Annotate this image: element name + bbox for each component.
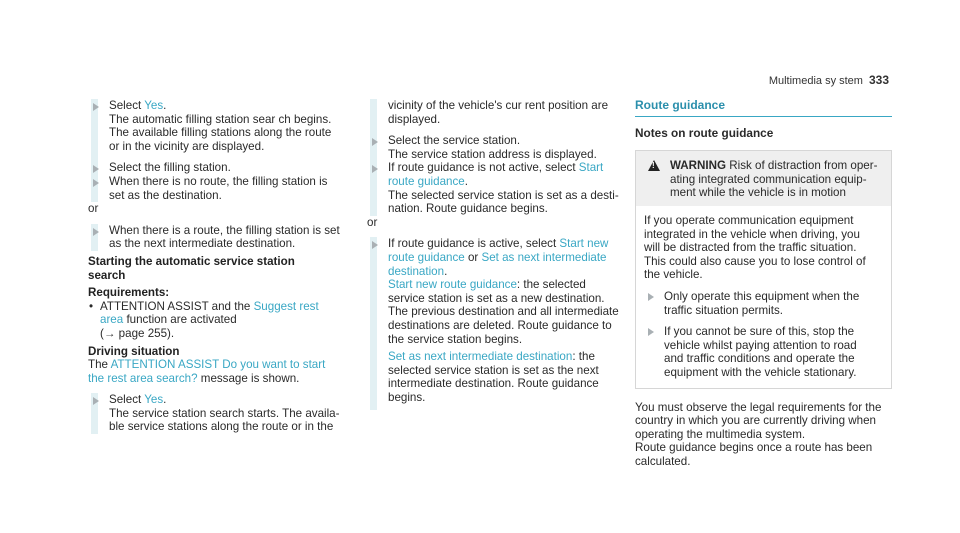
step-select-yes: Select Yes. The automatic filling station sear ch begins. The available filling stations along the route or in the vicinity are displayed. Select the filling station. When there is no route, the filling station is set as the destination.: [88, 99, 358, 202]
warning-header: ! WARNING Risk of distraction from oper- ating integrated communication equip- ment while the vehicle is in motion: [636, 151, 891, 206]
warning-body: If you operate communication equipment integrated in the vehicle when driving, you will be distracted from the traffic situation. This could also cause you to lose control of the vehicle. Only operate this equipment when the traffic situation permits. If you cannot be sure of this, stop the vehicle whilst paying attention to road and traffic conditions and operate the equipment with the vehicle stationary.: [644, 213, 866, 379]
step-arrow-icon: [648, 293, 654, 301]
section-title: Route guidance: [635, 99, 892, 117]
page-header: [769, 74, 889, 89]
step-route-active: If route guidance is active, select Start new route guidance or Set as next intermediate destination. Start new route guidance: the selected service station is set as a new destination. The previous destination and all intermediate destinations are deleted. Route guidance to the service station begins. Set as next intermediate destination: the selected service station is set as the next intermediate destination. Route guidance begins.: [367, 237, 619, 410]
column-3: [635, 99, 892, 468]
page-reference: (→ page 255).: [100, 326, 175, 340]
notes-heading: Notes on route guidance: [635, 125, 774, 140]
step-arrow-icon: [372, 138, 378, 146]
step-route-set: When there is a route, the filling station is set as the next intermediate destination.: [88, 224, 358, 251]
step-arrow-icon: [372, 241, 378, 249]
driving-situation-label: Driving situation: [88, 344, 180, 358]
menu-yes-link[interactable]: Yes: [144, 99, 164, 112]
step-continued: vicinity of the vehicle's cur rent position are displayed. Select the service station. The service station address is displayed. If route guidance is not active, select Start route guidance. The selected service station is set as a desti- nation. Route guidance begins.: [367, 99, 619, 216]
header-title: Multimedia sy stem: [768, 75, 863, 87]
start-route-guidance-link[interactable]: Start: [578, 161, 604, 175]
menu-yes-link-2[interactable]: Yes: [144, 393, 164, 407]
step-arrow-icon: [648, 328, 654, 336]
or-label-2: or: [367, 215, 378, 229]
requirements-label: Requirements:: [88, 286, 170, 300]
or-label: or: [88, 202, 99, 216]
step-arrow-icon: [372, 165, 378, 173]
driving-situation-text: The ATTENTION ASSIST Do you want to start the rest area search? message is shown.: [88, 358, 326, 385]
requirement-item: • ATTENTION ASSIST and the Suggest rest area function are activated (→ page 255).: [88, 300, 358, 341]
warning-box: [635, 150, 892, 388]
suggest-rest-area-link[interactable]: Suggest rest: [253, 299, 319, 313]
set-next-intermediate-link[interactable]: Set as next intermediate: [481, 250, 607, 264]
page-number: 333: [868, 73, 889, 87]
step-arrow-icon: [93, 179, 99, 187]
heading-start-search: Starting the automatic service station search: [88, 254, 295, 282]
step-select-yes-2: Select Yes. The service station search starts. The availa- ble service stations along the route or in the: [88, 393, 358, 434]
column-2: [367, 99, 619, 410]
step-arrow-icon: [93, 397, 99, 405]
column-1: [88, 99, 358, 434]
step-arrow-icon: [93, 103, 99, 111]
start-new-route-guidance-link[interactable]: Start new: [559, 237, 609, 251]
attention-assist-message: ATTENTION ASSIST Do you want to start: [110, 358, 326, 372]
warning-icon: [648, 160, 660, 171]
option-set-intermediate: Set as next intermediate destination: [388, 350, 573, 364]
step-arrow-icon: [93, 165, 99, 173]
legal-paragraph: You must observe the legal requirements for the country in which you are currently driving when operating the multimedia system. Route guidance begins once a route has been calculated.: [635, 400, 882, 468]
option-start-new-route: Start new route guidance: [388, 278, 517, 292]
step-arrow-icon: [93, 228, 99, 236]
